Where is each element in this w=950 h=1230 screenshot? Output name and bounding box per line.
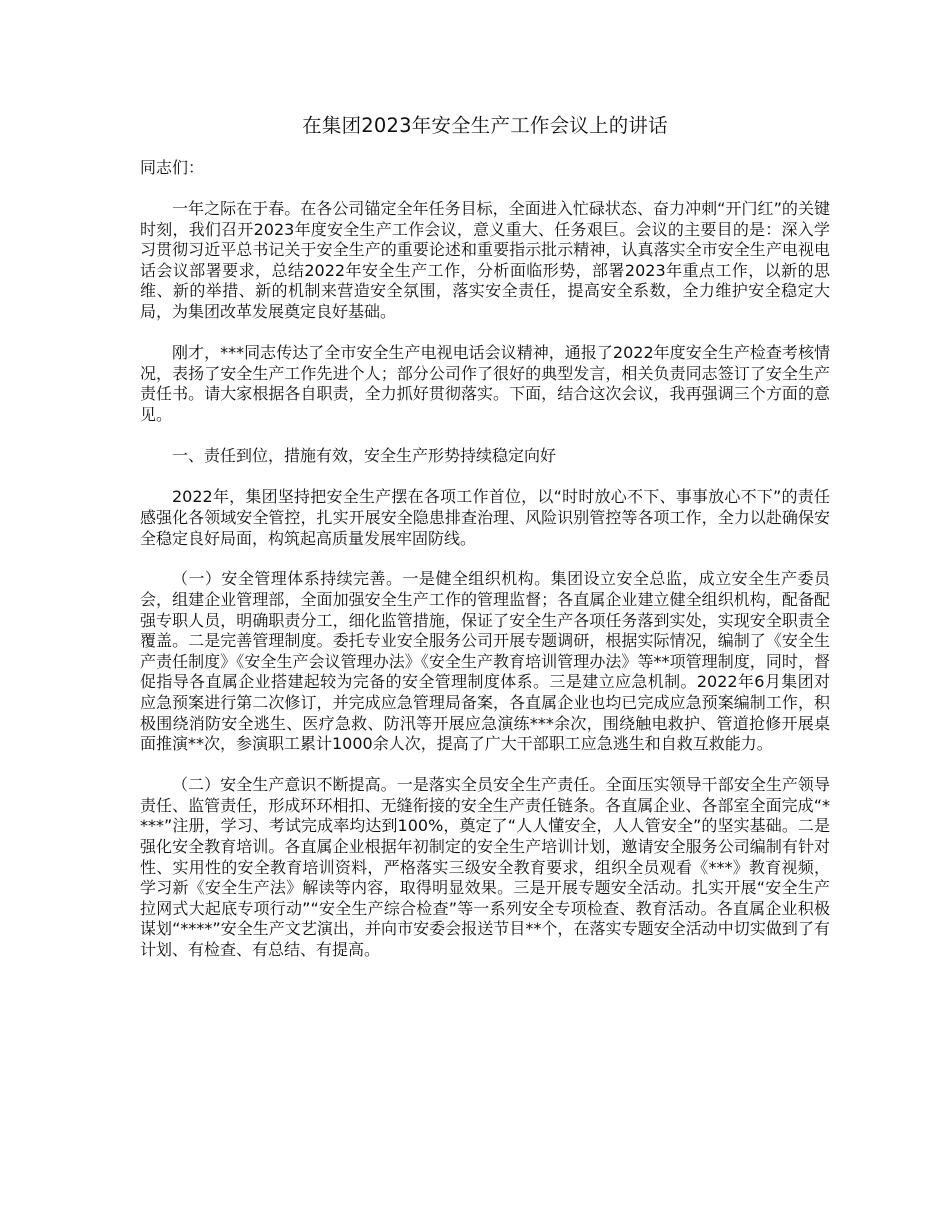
paragraph-management-system: （一）安全管理体系持续完善。一是健全组织机构。集团设立安全总监，成立安全生产委员会，组建企业管理部，全面加强安全生产工作的管理监督；各直属企业建立健全组织机构，配备配强专职人员，明确职责分工，细化监管措施，保证了安全生产各项任务落到实处，实现安全职责全覆盖。二是完善管理制度。委托专业安全服务公司开展专题调研，根据实际情况，编制了《安全生产责任制度》《安全生产会议管理办法》《安全生产教育培训管理办法》等**项管理制度，同时，督促指导各直属企业搭建起较为完备的安全管理制度体系。三是建立应急机制。2022年6月集团对应急预案进行第二次修订，并完成应急管理局备案，各直属企业也均已完成应急预案编制工作，积极围绕消防安全逃生、医疗急救、防汛等开展应急演练***余次，围绕触电救护、管道抢修开展桌面推演**次，参演职工累计1000余人次，提高了广大干部职工应急逃生和自救互救能力。 [140,569,830,754]
paragraph-meeting-summary: 刚才，***同志传达了全市安全生产电视电话会议精神，通报了2022年度安全生产检查考核情况，表扬了安全生产工作先进个人；部分公司作了很好的典型发言，相关负责同志签订了安全生产责任书。请大家根据各自职责，全力抓好贯彻落实。下面，结合这次会议，我再强调三个方面的意见。 [140,342,830,424]
paragraph-2022-overview: 2022年，集团坚持把安全生产摆在各项工作首位，以“时时放心不下、事事放心不下”的责任感强化各领域安全管控，扎实开展安全隐患排查治理、风险识别管控等各项工作，全力以赴确保安全稳定良好局面，构筑起高质量发展牢固防线。 [140,487,830,548]
section-heading-1: 一、责任到位，措施有效，安全生产形势持续稳定向好 [172,445,557,465]
salutation: 同志们： [140,158,205,177]
document-title: 在集团2023年安全生产工作会议上的讲话 [302,114,668,137]
document-page [140,112,830,981]
paragraph-opening: 一年之际在于春。在各公司锚定全年任务目标，全面进入忙碌状态、奋力冲刺“开门红”的关键时刻，我们召开2023年度安全生产工作会议，意义重大、任务艰巨。会议的主要目的是：深入学习贯彻习近平总书记关于安全生产的重要论述和重要指示批示精神，认真落实全市安全生产电视电话会议部署要求，总结2022年安全生产工作，分析面临形势，部署2023年重点工作，以新的思维、新的举措、新的机制来营造安全氛围，落实安全责任，提高安全系数，全力维护安全稳定大局，为集团改革发展奠定良好基础。 [140,199,830,321]
paragraph-safety-awareness: （二）安全生产意识不断提高。一是落实全员安全生产责任。全面压实领导干部安全生产领导责任、监管责任，形成环环相扣、无缝衔接的安全生产责任链条。各直属企业、各部室全面完成“****”注册，学习、考试完成率均达到100%，奠定了“人人懂安全，人人管安全”的坚实基础。二是强化安全教育培训。各直属企业根据年初制定的安全生产培训计划，邀请安全服务公司编制有针对性、实用性的安全教育培训资料，严格落实三级安全教育要求，组织全员观看《***》教育视频，学习新《安全生产法》解读等内容，取得明显效果。三是开展专题安全活动。扎实开展“安全生产拉网式大起底专项行动”“安全生产综合检查”等一系列安全专项检查、教育活动。各直属企业积极谋划“****”安全生产文艺演出，并向市安委会报送节目**个，在落实专题安全活动中切实做到了有计划、有检查、有总结、有提高。 [140,775,830,959]
